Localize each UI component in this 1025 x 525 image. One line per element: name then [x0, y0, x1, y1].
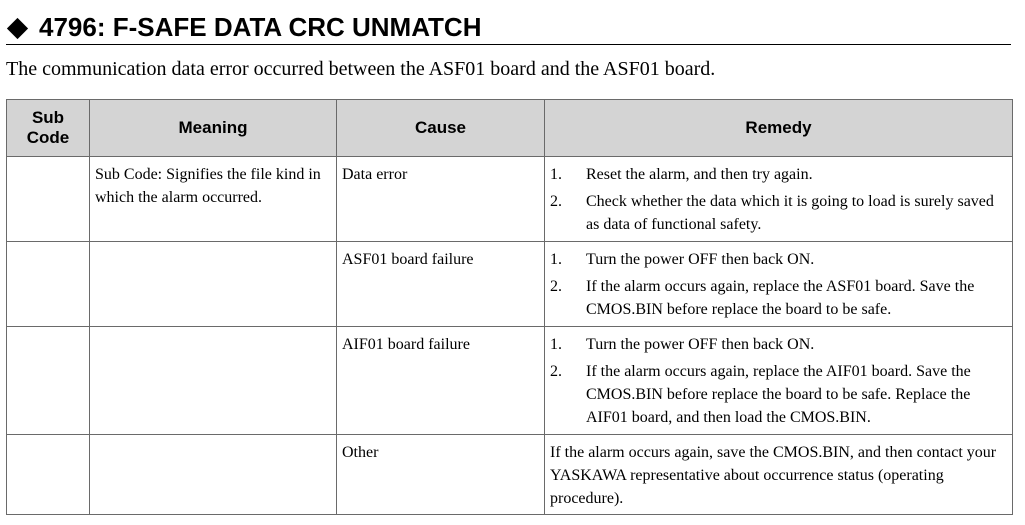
header-cause: Cause	[337, 100, 545, 157]
remedy-step: 2. Check whether the data which it is going to load is surely saved as data of functional safety.	[550, 193, 994, 233]
alarm-description: The communication data error occurred between the ASF01 board and the ASF01 board.	[6, 58, 716, 80]
remedy-step: 1. Reset the alarm, and then try again.	[550, 166, 813, 183]
remedy-cell	[545, 242, 1013, 327]
table-header-row	[7, 100, 1013, 157]
cause-cell: Other	[337, 435, 545, 515]
sub-code-cell	[7, 157, 90, 242]
alarm-title: 4796: F-SAFE DATA CRC UNMATCH	[39, 11, 482, 42]
header-remedy: Remedy	[545, 100, 1013, 157]
remedy-cell	[545, 327, 1013, 435]
cause-cell: Data error	[337, 157, 545, 242]
remedy-cell	[545, 157, 1013, 242]
sub-code-cell	[7, 242, 90, 327]
diamond-bullet-icon	[7, 17, 28, 38]
meaning-cell: Sub Code: Signifies the file kind in which the alarm occurred.	[90, 157, 337, 242]
remedy-cell: If the alarm occurs again, save the CMOS.BIN, and then contact your YASKAWA representative about occurrence status (operating procedure).	[545, 435, 1013, 515]
header-meaning: Meaning	[90, 100, 337, 157]
table-row	[7, 157, 1013, 242]
table-row	[7, 435, 1013, 515]
remedy-step: 1. Turn the power OFF then back ON.	[550, 336, 815, 353]
remedy-step: 1. Turn the power OFF then back ON.	[550, 251, 815, 268]
alarm-heading	[6, 10, 1011, 45]
cause-cell: AIF01 board failure	[337, 327, 545, 435]
meaning-cell	[90, 242, 337, 327]
table-row	[7, 327, 1013, 435]
remedy-step: 2. If the alarm occurs again, replace the ASF01 board. Save the CMOS.BIN before replace the board to be safe.	[550, 278, 975, 318]
table-row	[7, 242, 1013, 327]
header-sub-code: Sub Code	[7, 100, 90, 157]
sub-code-cell	[7, 327, 90, 435]
remedy-step: 2. If the alarm occurs again, replace the AIF01 board. Save the CMOS.BIN before replace the board to be safe. Replace the AIF01 board, and then load the CMOS.BIN.	[550, 363, 971, 426]
meaning-cell	[90, 435, 337, 515]
cause-cell: ASF01 board failure	[337, 242, 545, 327]
sub-code-cell	[7, 435, 90, 515]
meaning-cell	[90, 327, 337, 435]
alarm-table	[6, 99, 1013, 515]
